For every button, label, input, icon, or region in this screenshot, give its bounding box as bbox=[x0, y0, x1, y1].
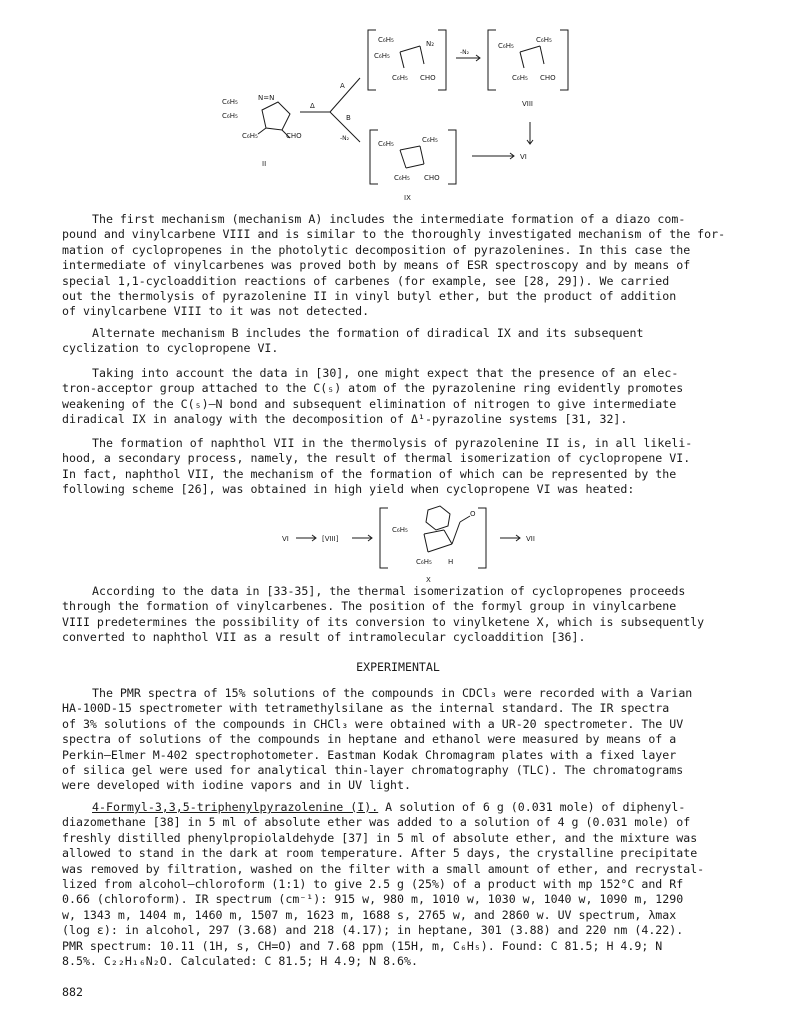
paragraph-electron-acceptor: Taking into account the data in [30], one might expect that the presence of an elec- tron-acceptor group attached to the C(₅) atom of the pyrazolenine ring evidently promotes weakening of the C(₅)—N bond and subsequent elimination of nitrogen to give intermediate diradical IX in analogy with the decomposition of Δ¹-pyrazoline systems [31, 32]. bbox=[62, 366, 684, 427]
scheme1-top-c6h5-c: C₆H₅ bbox=[392, 74, 408, 82]
paragraph-mechanism-a: The first mechanism (mechanism A) includes the intermediate formation of a diazo com- pound and vinylcarbene VIII and is similar to the thoroughly investigated mechanism of the for- mation of cyclopropenes in the photolytic decomposition of pyrazolenines. In this case the intermediate of vinylcarbenes was proved both by means of ESR spectroscopy and by means of special 1,1-cycloaddition reactions of carbenes (for example, see [28, 29]). We carried out the thermolysis of pyrazolenine II in vinyl butyl ether, but the product of addition of vinylcarbene VIII to it was not detected. bbox=[62, 212, 726, 319]
scheme2-viii: [VIII] bbox=[322, 535, 339, 543]
reaction-scheme-2 bbox=[0, 504, 796, 590]
scheme1-compound-vi: VI bbox=[520, 153, 527, 161]
scheme1-top-c6h5-b: C₆H₅ bbox=[374, 52, 390, 60]
scheme1-ii-cho: CHO bbox=[286, 132, 302, 140]
scheme1-compound-viii: VIII bbox=[522, 100, 533, 108]
scheme1-top-n2: N₂ bbox=[426, 40, 435, 48]
synthesis-first-line: A solution of 6 g (0.031 mole) of diphenyl- bbox=[378, 800, 686, 814]
scheme2-c6h5-b: C₆H₅ bbox=[416, 558, 432, 566]
scheme1-ix-c6h5-c: C₆H₅ bbox=[394, 174, 410, 182]
paragraph-isomerization: According to the data in [33-35], the thermal isomerization of cyclopropenes proceeds through the formation of vinylcarbenes. The position of the formyl group in vinylcarbene VIII predetermines the possibility of its conversion to vinylketene X, which is subsequently converted to naphthol VII as a result of intramolecular cycloaddition [36]. bbox=[62, 584, 705, 645]
scheme1-top-cho: CHO bbox=[420, 74, 436, 82]
scheme2-c6h5-a: C₆H₅ bbox=[392, 526, 408, 534]
scheme2-vi: VI bbox=[282, 535, 289, 543]
scheme1-viii-c6h5-c: C₆H₅ bbox=[512, 74, 528, 82]
scheme2-vii: VII bbox=[526, 535, 535, 543]
paragraph-naphthol: The formation of naphthol VII in the thermolysis of pyrazolenine II is, in all likeli- hood, a secondary process, namely, the result of thermal isomerization of cyclopropene VI. In fact, naphthol VII, the mechanism of the formation of which can be represented by the following scheme [26], was obtained in high yield when cyclopropene VI was heated: bbox=[62, 436, 693, 497]
scheme1-compound-ix: IX bbox=[404, 194, 411, 202]
scheme1-ii-c6h5-a: C₆H₅ bbox=[222, 98, 238, 106]
scheme1-viii-c6h5-a: C₆H₅ bbox=[498, 42, 514, 50]
scheme2-compound-x: X bbox=[426, 576, 431, 584]
scheme1-ii-c6h5-c: C₆H₅ bbox=[242, 132, 258, 140]
scheme1-viii-c6h5-b: C₆H₅ bbox=[536, 36, 552, 44]
scheme1-delta: Δ bbox=[310, 102, 315, 110]
scheme1-top-c6h5-a: C₆H₅ bbox=[378, 36, 394, 44]
synthesis-body: diazomethane [38] in 5 ml of absolute ether was added to a solution of 4 g (0.031 mole) of freshly distilled phenylpropiolaldehyde [37] in 5 ml of absolute ether, and the mixture was allowed to stand in the dark at room temperature. After 5 days, the crystalline precipitate was removed by filtration, washed on the filter with a small amount of ether, and recrystal- lized from alcohol—chloroform (1:1) to give 2.5 g (25%) of a product with mp 152°C and Rf 0.66 (chloroform). IR spectrum (cm⁻¹): 915 w, 980 m, 1010 w, 1030 w, 1040 w, 1090 m, 1290 w, 1343 m, 1404 m, 1460 m, 1507 m, 1623 m, 1688 s, 2765 w, and 2860 w. UV spectrum, λmax (log ε): in alcohol, 297 (3.68) and 218 (4.17); in heptane, 301 (3.88) and 220 nm (4.22). PMR spectrum: 10.11 (1H, s, CH=O) and 7.68 ppm (15H, m, C₆H₅). Found: C 81.5; H 4.9; N 8.5%. C₂₂H₁₆N₂O. Calculated: C 81.5; H 4.9; N 8.6%. bbox=[62, 815, 705, 969]
scheme1-path-b: B bbox=[346, 114, 351, 122]
scheme2-o: O bbox=[470, 510, 476, 518]
scheme1-n2-b: -N₂ bbox=[340, 135, 350, 142]
scheme2-h: H bbox=[448, 558, 454, 566]
scheme1-ii-c6h5-b: C₆H₅ bbox=[222, 112, 238, 120]
scheme1-minus-n2: -N₂ bbox=[460, 49, 470, 56]
section-heading-experimental: EXPERIMENTAL bbox=[356, 660, 440, 674]
page-number: 882 bbox=[62, 985, 83, 999]
scheme1-ix-cho: CHO bbox=[424, 174, 440, 182]
scheme1-path-a: A bbox=[340, 82, 345, 90]
scheme1-viii-cho: CHO bbox=[540, 74, 556, 82]
scheme1-compound-ii: II bbox=[262, 160, 267, 168]
compound-title: 4-Formyl-3,3,5-triphenylpyrazolenine (I). bbox=[92, 800, 379, 814]
paragraph-synthesis bbox=[62, 800, 738, 969]
paragraph-spectra-methods: The PMR spectra of 15% solutions of the compounds in CDCl₃ were recorded with a Varian HA-100D-15 spectrometer with tetramethylsilane as the internal standard. The IR spectra of 3% solutions of the compounds in CHCl₃ were obtained with a UR-20 spectrometer. The UV spectra of solutions of the compounds in heptane and ethanol were measured by means of a Perkin—Elmer M-402 spectrophotometer. Eastman Kodak Chromagram plates with a fixed layer of silica gel were used for analytical thin-layer chromatography (TLC). The chromatograms were developed with iodine vapors and in UV light. bbox=[62, 686, 693, 793]
scheme1-ii-nn: N=N bbox=[258, 94, 275, 102]
reaction-scheme-1 bbox=[0, 22, 796, 222]
paragraph-mechanism-b: Alternate mechanism B includes the formation of diradical IX and its subsequent cyclization to cyclopropene VI. bbox=[62, 326, 644, 356]
scheme1-ix-c6h5-a: C₆H₅ bbox=[378, 140, 394, 148]
scheme1-ix-c6h5-b: C₆H₅ bbox=[422, 136, 438, 144]
